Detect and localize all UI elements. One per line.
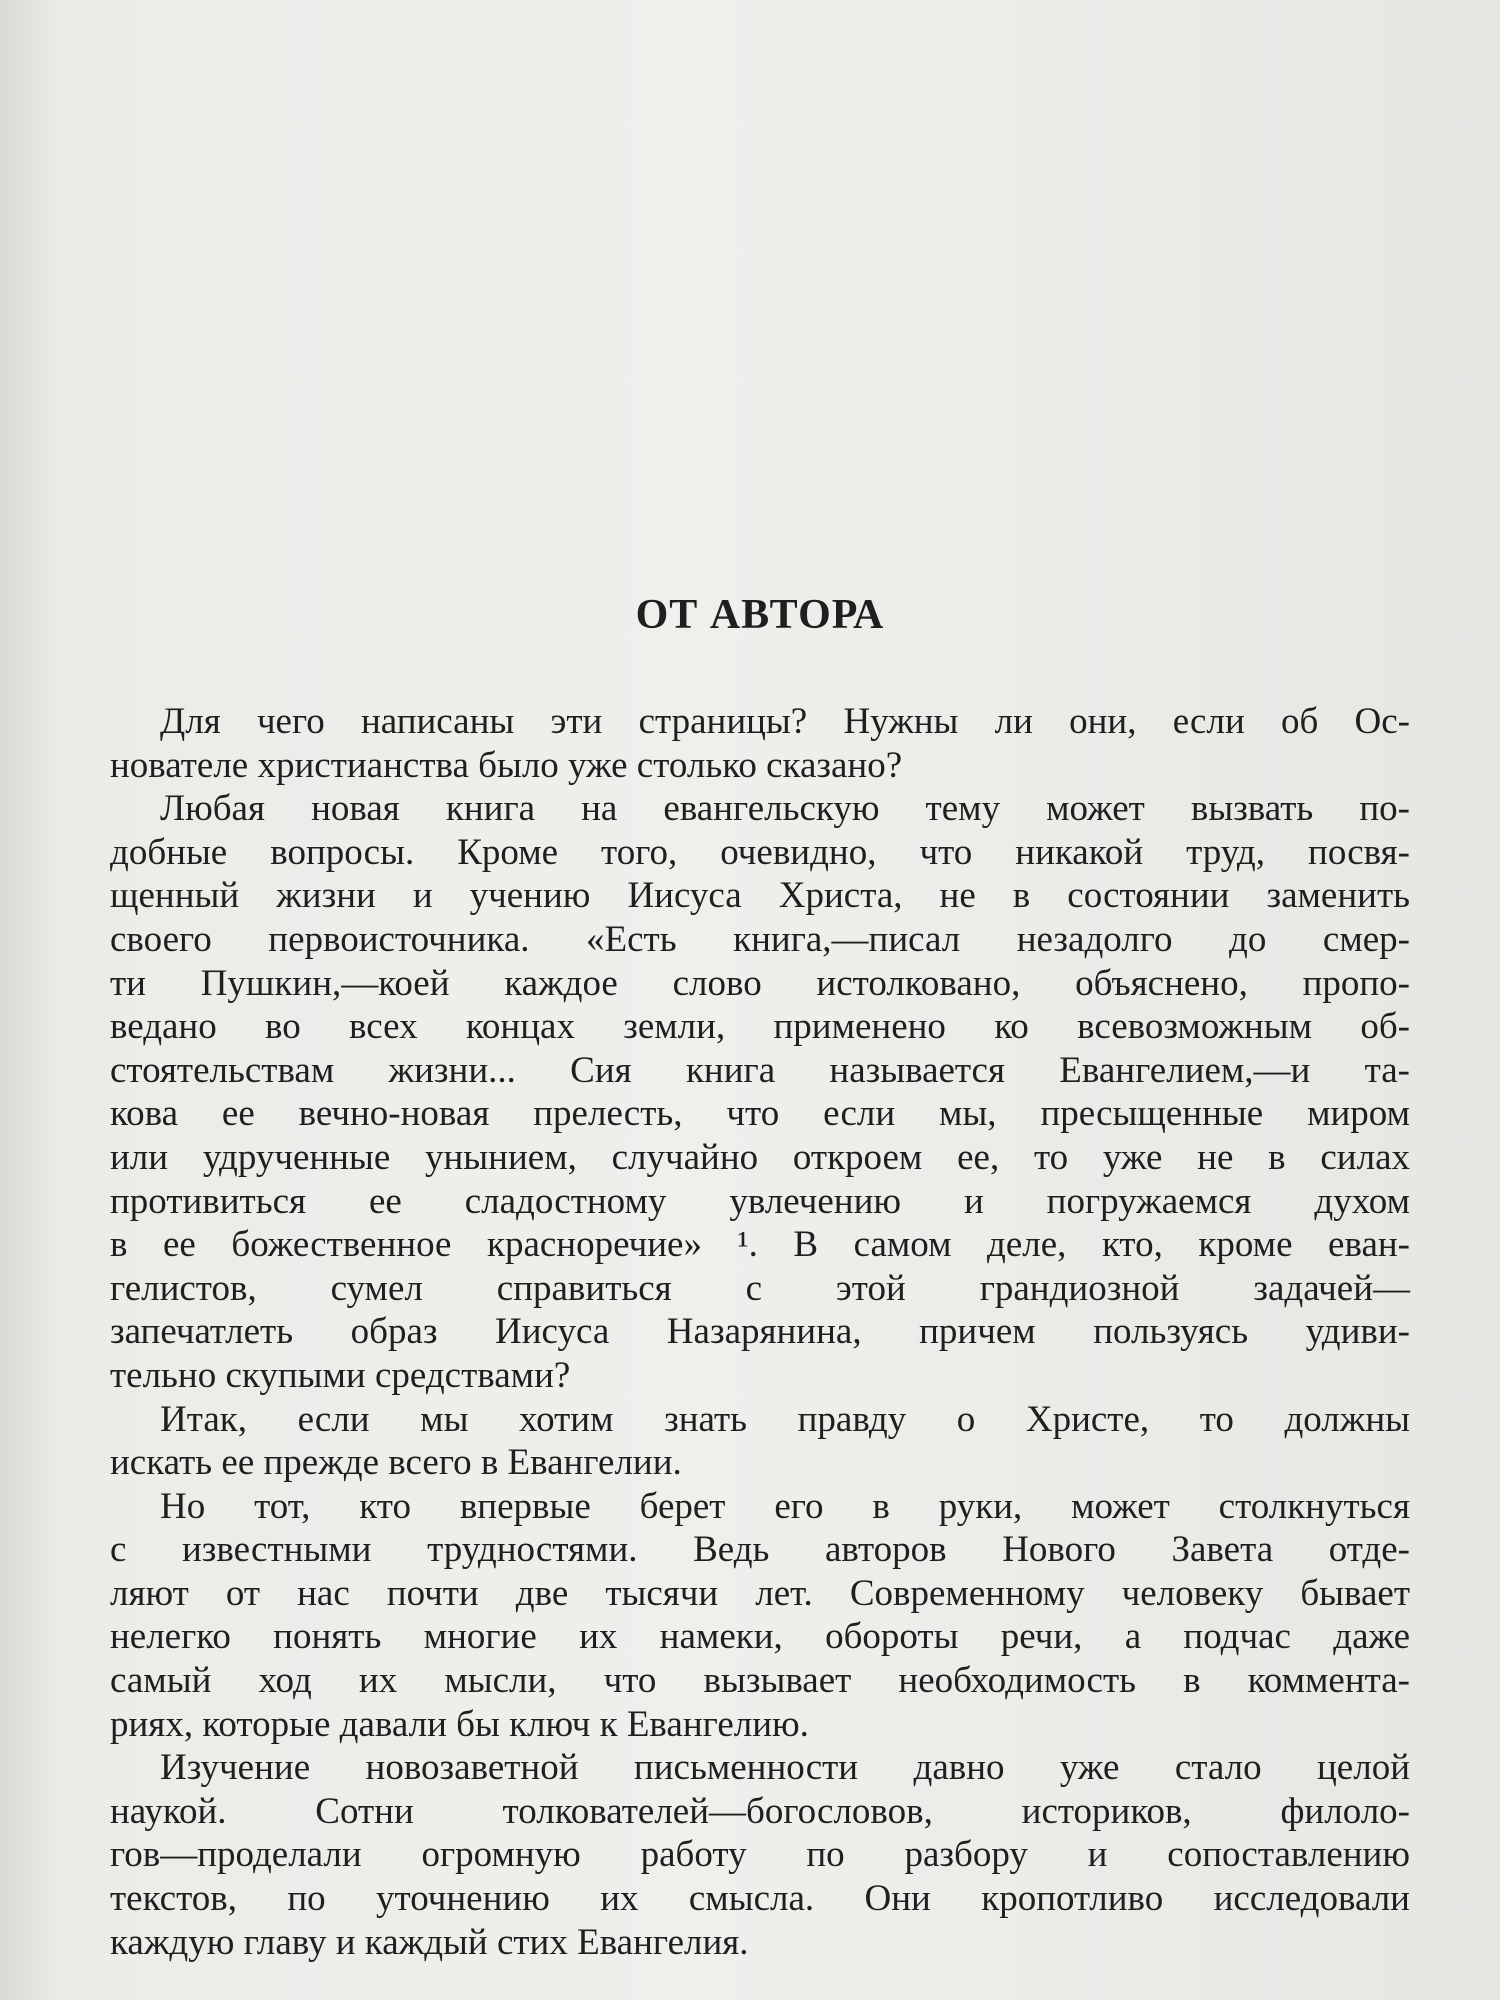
- paragraph: [110, 1485, 1410, 1747]
- text-line: запечатлеть образ Иисуса Назарянина, причем пользуясь удиви-: [110, 1311, 1410, 1353]
- paragraph: [110, 700, 1410, 787]
- text-line: противиться ее сладостному увлечению и погружаемся духом: [110, 1180, 1410, 1222]
- text-line: или удрученные унынием, случайно откроем ее, то уже не в силах: [110, 1136, 1410, 1178]
- text-line: Для чего написаны эти страницы? Нужны ли они, если об Ос-: [160, 701, 1410, 742]
- text-line: ляют от нас почти две тысячи лет. Современному человеку бывает: [110, 1572, 1410, 1614]
- text-line: в ее божественное красноречие» ¹. В самом деле, кто, кроме еван-: [110, 1224, 1410, 1266]
- text-line: нелегко понять многие их намеки, обороты речи, а подчас даже: [110, 1616, 1410, 1658]
- text-line: каждую главу и каждый стих Евангелия.: [110, 1921, 749, 1963]
- text-line: наукой. Сотни толкователей—богословов, историков, филоло-: [110, 1790, 1410, 1832]
- text-line: нователе христианства было уже столько сказано?: [110, 744, 903, 786]
- chapter-title: ОТ АВТОРА: [635, 592, 885, 638]
- text-line: Но тот, кто впервые берет его в руки, может столкнуться: [160, 1485, 1410, 1527]
- text-line: Изучение новозаветной письменности давно уже стало целой: [160, 1747, 1410, 1789]
- bleed-through-text: [110, 0, 1470, 500]
- text-line: щенный жизни и учению Иисуса Христа, не в состоянии заменить: [110, 875, 1410, 917]
- text-line: гов—проделали огромную работу по разбору и сопоставлению: [110, 1834, 1410, 1876]
- text-line: кова ее вечно-новая прелесть, что если мы, пресыщенные миром: [110, 1093, 1410, 1135]
- text-line: своего первоисточника. «Есть книга,—писал незадолго до смер-: [110, 918, 1410, 960]
- text-line: тельно скупыми средствами?: [110, 1354, 571, 1396]
- text-line: добные вопросы. Кроме того, очевидно, что никакой труд, посвя-: [110, 831, 1410, 873]
- text-line: гелистов, сумел справиться с этой грандиозной задачей—: [110, 1267, 1410, 1309]
- text-line: искать ее прежде всего в Евангелии.: [110, 1442, 682, 1484]
- text-line: самый ход их мысли, что вызывает необходимость в коммента-: [110, 1660, 1410, 1702]
- text-line: ведано во всех концах земли, применено ко всевозможным об-: [110, 1006, 1410, 1048]
- text-line: Итак, если мы хотим знать правду о Христе, то должны: [160, 1398, 1410, 1440]
- text-line: риях, которые давали бы ключ к Евангелию.: [110, 1703, 809, 1745]
- text-line: ти Пушкин,—коей каждое слово истолковано, объяснено, пропо-: [110, 962, 1410, 1004]
- paragraph: [110, 1398, 1410, 1485]
- paragraph: [110, 1746, 1410, 1964]
- page-content: [110, 590, 1410, 1964]
- text-line: Любая новая книга на евангельскую тему может вызвать по-: [160, 788, 1410, 830]
- paragraph: [110, 787, 1410, 1397]
- text-line: стоятельствам жизни... Сия книга называется Евангелием,—и та-: [110, 1049, 1410, 1091]
- text-line: текстов, по уточнению их смысла. Они кропотливо исследовали: [110, 1878, 1410, 1920]
- text-line: с известными трудностями. Ведь авторов Нового Завета отде-: [110, 1529, 1410, 1571]
- body-text: [110, 700, 1410, 1964]
